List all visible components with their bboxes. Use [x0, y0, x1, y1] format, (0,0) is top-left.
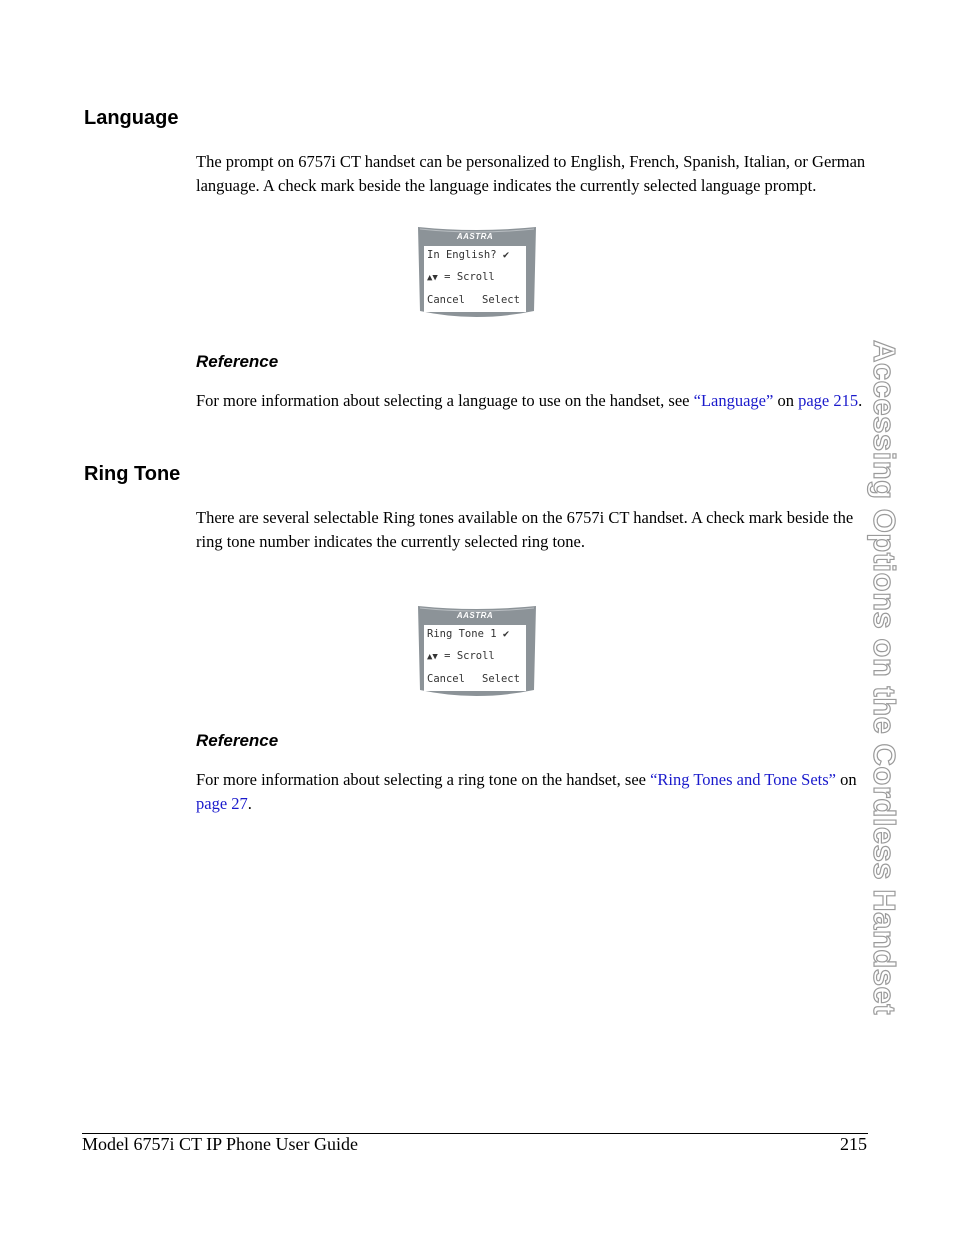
footer-guide-title: Model 6757i CT IP Phone User Guide — [82, 1134, 358, 1154]
section-heading-language: Language — [84, 107, 179, 129]
scroll-hint: = Scroll — [444, 271, 495, 283]
cancel-softkey: Cancel — [427, 294, 465, 306]
lcd-display — [424, 625, 526, 691]
ring-tone-body-text: There are several selectable Ring tones available on the 6757i CT handset. A check mark beside the ring tone number indicates the currently selected ring tone. — [196, 508, 854, 551]
reference-text: on — [773, 391, 799, 410]
reference-heading-ring-tone: Reference — [196, 731, 279, 750]
select-softkey: Select — [482, 294, 520, 306]
brand-logo: AASTRA — [456, 611, 494, 620]
lcd-line-scroll — [427, 271, 495, 283]
language-link[interactable]: “Language” — [693, 391, 774, 410]
section-heading-ring-tone: Ring Tone — [84, 463, 181, 485]
reference-text: For more information about selecting a language to use on the handset, see — [196, 391, 694, 410]
reference-text: . — [247, 793, 252, 813]
reference-text: . — [858, 391, 863, 410]
page-27-link[interactable]: page 27 — [196, 793, 248, 813]
cancel-softkey: Cancel — [427, 673, 465, 685]
reference-text: For more information about selecting a ring tone on the handset, see — [196, 770, 651, 789]
lcd-line-prompt: In English? ✔ — [427, 249, 510, 261]
lcd-line-prompt: Ring Tone 1 ✔ — [427, 628, 510, 640]
ring-tone-reference-text — [196, 768, 866, 815]
reference-heading-language: Reference — [196, 352, 279, 371]
footer-page-number: 215 — [840, 1134, 867, 1154]
language-body-text: The prompt on 6757i CT handset can be personalized to English, French, Spanish, Italian, or German language. A check mark beside the language indicates the currently selected language prompt. — [196, 152, 866, 195]
reference-text: on — [836, 770, 857, 789]
page-215-link[interactable]: page 215 — [798, 391, 859, 410]
chapter-side-title: Accessing Options on the Cordless Handset — [867, 340, 902, 1016]
scroll-hint: = Scroll — [444, 650, 495, 662]
language-reference-text — [196, 389, 866, 413]
scroll-arrows-icon: ▲▼ — [427, 273, 438, 283]
handset-screen-ring-tone — [416, 604, 540, 700]
lcd-display — [424, 246, 526, 312]
select-softkey: Select — [482, 673, 520, 685]
lcd-line-scroll — [427, 650, 495, 662]
handset-screen-language — [416, 225, 540, 321]
ring-tones-link[interactable]: “Ring Tones and Tone Sets” — [650, 770, 836, 789]
brand-logo: AASTRA — [456, 232, 494, 241]
scroll-arrows-icon: ▲▼ — [427, 652, 438, 662]
